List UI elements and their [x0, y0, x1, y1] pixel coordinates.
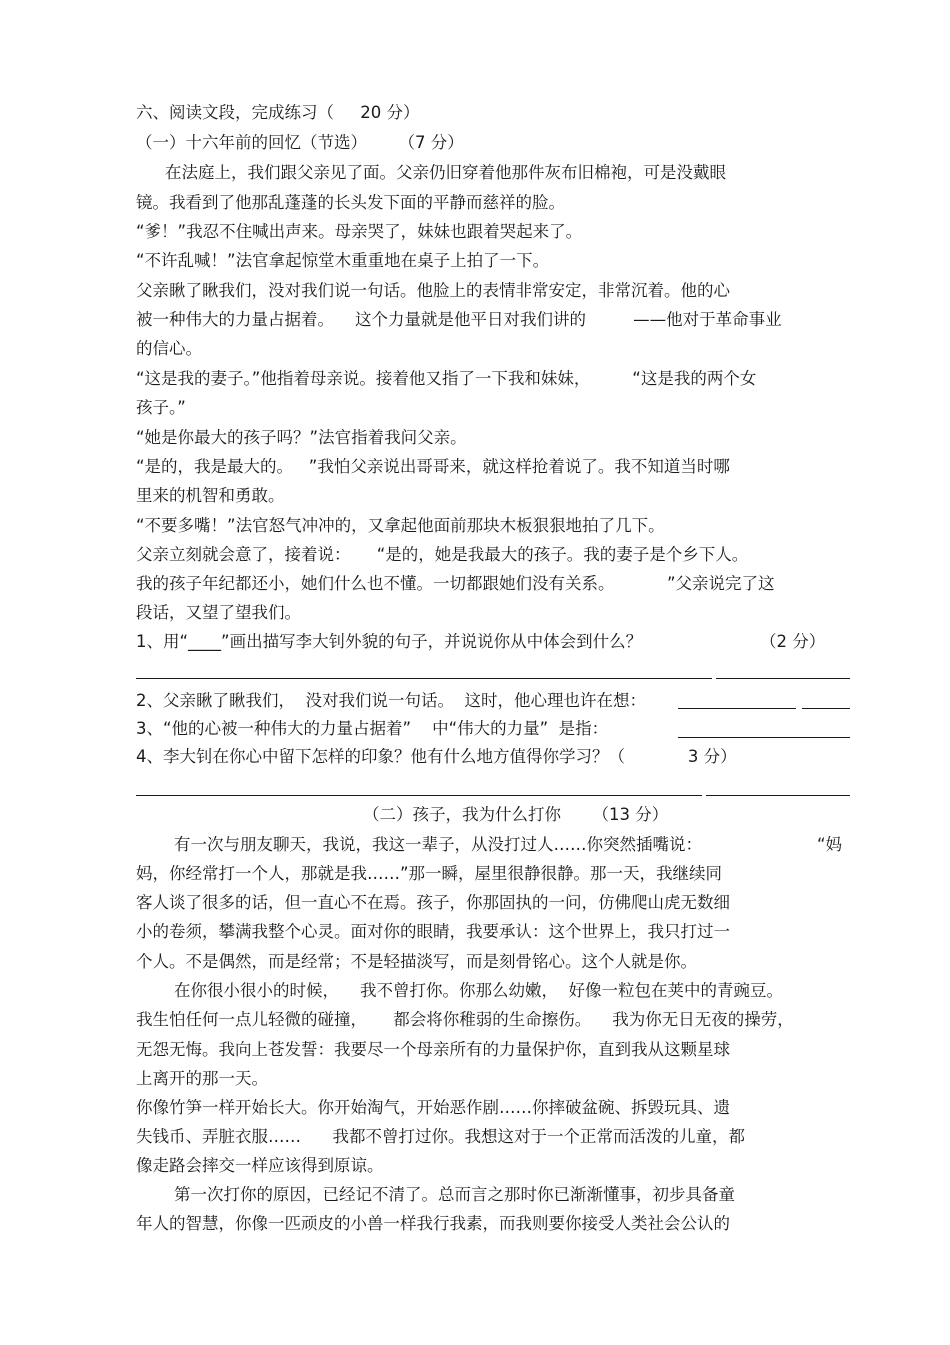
passage-line: 孩子。” [136, 398, 186, 417]
answer-line[interactable] [802, 708, 850, 709]
passage-line: 父亲立刻就会意了，接着说： “是的，她是我最大的孩子。我的妻子是个乡下人。 [136, 545, 749, 564]
question-2: 2、父亲瞅了瞅我们， 没对我们说一句话。 这时，他心理也许在想： [136, 691, 646, 710]
passage-line: 有一次与朋友聊天，我说，我这一辈子，从没打过人……你突然插嘴说： [174, 835, 702, 854]
passage-line: “不许乱喊！”法官拿起惊堂木重重地在桌子上拍了一下。 [136, 251, 550, 270]
passage-line: 我的孩子年纪都还小，她们什么也不懂。一切都跟她们没有关系。 ”父亲说完了这 [136, 574, 775, 593]
passage-line: 年人的智慧，你像一匹顽皮的小兽一样我行我素，而我则要你接受人类社会公认的 [136, 1214, 730, 1233]
answer-line[interactable] [706, 795, 850, 796]
part2-title: （二）孩子，我为什么打你 （13 分） [363, 805, 669, 824]
answer-line[interactable] [136, 678, 712, 679]
passage-line: 镜。我看到了他那乱蓬蓬的长头发下面的平静而慈祥的脸。 [136, 193, 565, 212]
passage-line: “她是你最大的孩子吗？”法官指着我问父亲。 [136, 428, 467, 447]
passage-line: 被一种伟大的力量占据着。 这个力量就是他平日对我们讲的 ——他对于革命事业 [136, 310, 782, 329]
passage-line: 段话，又望了望我们。 [136, 603, 301, 622]
passage-line: 失钱币、弄脏衣服…… 我都不曾打过你。我想这对于一个正常而活泼的儿童，都 [136, 1127, 745, 1146]
passage-line: 在法庭上，我们跟父亲见了面。父亲仍旧穿着他那件灰布旧棉袍，可是没戴眼 [165, 163, 726, 182]
answer-line[interactable] [136, 795, 702, 796]
passage-line: 的信心。 [136, 339, 202, 358]
passage-line: 像走路会摔交一样应该得到原谅。 [136, 1156, 384, 1175]
answer-line[interactable] [678, 737, 850, 738]
passage-line: 客人谈了很多的话，但一直心不在焉。孩子，你那固执的一问，仿佛爬山虎无数细 [136, 893, 730, 912]
passage-line: “妈 [817, 835, 843, 854]
answer-line[interactable] [678, 708, 796, 709]
answer-line[interactable] [716, 678, 850, 679]
passage-line: “这是我的妻子。”他指着母亲说。接着他又指了一下我和妹妹， “这是我的两个女 [136, 369, 757, 388]
passage-line: 个人。不是偶然，而是经常；不是轻描淡写，而是刻骨铭心。这个人就是你。 [136, 952, 697, 971]
passage-line: 你像竹笋一样开始长大。你开始淘气，开始恶作剧……你摔破盆碗、拆毁玩具、遗 [136, 1098, 730, 1117]
passage-line: 父亲瞅了瞅我们，没对我们说一句话。他脸上的表情非常安定，非常沉着。他的心 [136, 281, 730, 300]
question-1-score: （2 分） [760, 632, 826, 651]
passage-line: 小的卷须，攀满我整个心灵。面对你的眼睛，我要承认：这个世界上，我只打过一 [136, 922, 730, 941]
passage-line: 无怨无悔。我向上苍发誓：我要尽一个母亲所有的力量保护你，直到我从这颗星球 [136, 1040, 730, 1059]
question-1: 1、用“____”画出描写李大钊外貌的句子，并说说你从中体会到什么？ [136, 632, 643, 651]
passage-line: 我生怕任何一点儿轻微的碰撞， 都会将你稚弱的生命擦伤。 我为你无日无夜的操劳， [136, 1010, 794, 1029]
passage-line: “不要多嘴！”法官怒气冲冲的，又拿起他面前那块木板狠狠地拍了几下。 [136, 516, 665, 535]
passage-line: 里来的机智和勇敢。 [136, 486, 285, 505]
question-4: 4、李大钊在你心中留下怎样的印象？他有什么地方值得你学习？（ 3 分） [136, 747, 737, 766]
passage-line: 第一次打你的原因，已经记不清了。总而言之那时你已渐渐懂事，初步具备童 [174, 1185, 735, 1204]
passage-line: 妈，你经常打一个人，那就是我……”那一瞬，屋里很静很静。那一天，我继续同 [136, 864, 723, 883]
part1-title: （一）十六年前的回忆（节选） （7 分） [136, 133, 464, 152]
passage-line: 上离开的那一天。 [136, 1069, 268, 1088]
passage-line: “是的，我是最大的。 ”我怕父亲说出哥哥来，就这样抢着说了。我不知道当时哪 [136, 457, 730, 476]
question-3: 3、“他的心被一种伟大的力量占据着” 中“伟大的力量” 是指： [136, 719, 609, 738]
section-heading: 六、阅读文段，完成练习（ 20 分） [136, 103, 420, 122]
passage-line: “爹！”我忍不住喊出声来。母亲哭了，妹妹也跟着哭起来了。 [136, 222, 583, 241]
passage-line: 在你很小很小的时候， 我不曾打你。你那么幼嫩， 好像一粒包在荚中的青豌豆。 [174, 981, 783, 1000]
